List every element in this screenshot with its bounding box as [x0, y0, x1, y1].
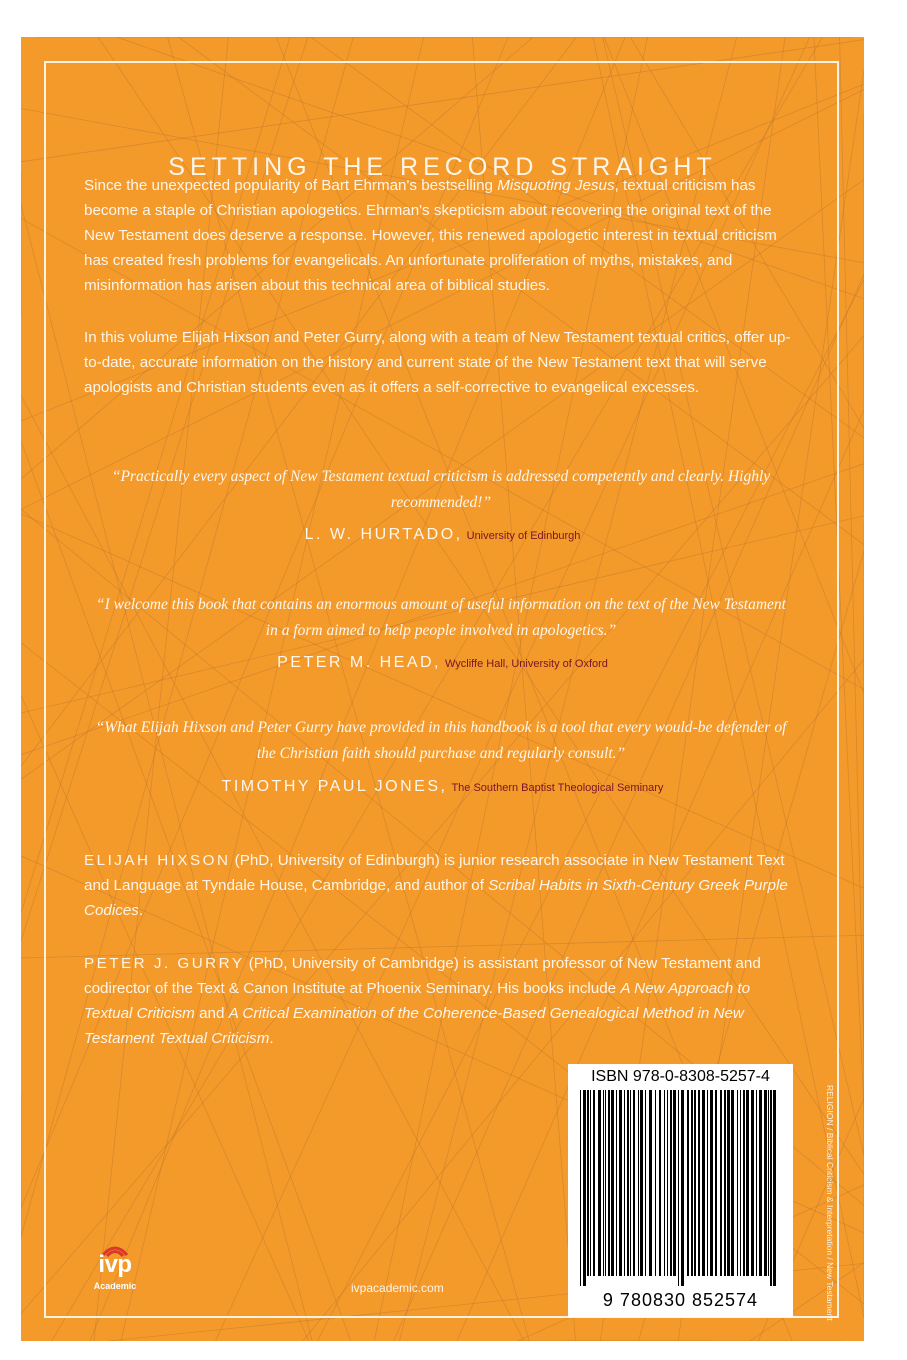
author-bio-hixson: ELIJAH HIXSON (PhD, University of Edinburgh) is junior research associate in New Testament Text and Language at Tyndale House, Cambridge, and author of Scribal Habits in Sixth-Century Greek Purple Codices. — [84, 852, 788, 919]
ivp-academic-logo: ivp Academic — [85, 1237, 145, 1297]
author-bio-gurry: PETER J. GURRY (PhD, University of Cambridge) is assistant professor of New Testament and codirector of the Text & Canon Institute at Phoenix Seminary. His books include A New Approach to Textual Criticism and A Critical Examination of the Coherence-Based Genealogical Method in New Testament Textual Criticism. — [84, 955, 761, 1047]
author-name: ELIJAH HIXSON — [84, 852, 231, 869]
endorsement-quote-2: “I welcome this book that contains an enormous amount of useful information on the text of the New Testament in a form aimed to help people involved in apologetics.” — [96, 596, 786, 639]
endorser-name: L. W. HURTADO, — [304, 526, 463, 543]
endorser-name: PETER M. HEAD, — [277, 654, 441, 671]
author-name: PETER J. GURRY — [84, 955, 245, 972]
headline: SETTING THE RECORD STRAIGHT — [168, 153, 717, 181]
endorsement-quote-3: “What Elijah Hixson and Peter Gurry have provided in this handbook is a tool that every would-be defender of the Christian faith should purchase and regularly consult.” — [95, 719, 787, 762]
description-paragraph-2: In this volume Elijah Hixson and Peter Gurry, along with a team of New Testament textual critics, offer up-to-date, accurate information on the history and current state of the New Testament text that will serve apologists and Christian students even as it offers a self-corrective to evangelical excesses. — [84, 329, 791, 396]
barcode-box — [568, 1064, 793, 1317]
barcode — [576, 1090, 785, 1286]
isbn-number: ISBN 978-0-8308-5257-4 — [591, 1068, 770, 1085]
book-title-misquoting-jesus: Misquoting Jesus — [497, 177, 615, 194]
publisher-website: ivpacademic.com — [351, 1281, 444, 1295]
ean-digits: 9 780830 852574 — [602, 1290, 759, 1310]
endorsement-quote-1: “Practically every aspect of New Testament textual criticism is addressed competently and clearly. Highly recommended!” — [111, 468, 771, 511]
description-paragraph-1: Since the unexpected popularity of Bart Ehrman's bestselling Misquoting Jesus, textual criticism has become a staple of Christian apologetics. Ehrman's skepticism about recovering the original text of the New Testament does deserve a response. However, this renewed apologetic interest in textual criticism has created fresh problems for evangelicals. An unfortunate proliferation of myths, mistakes, and misinformation has arisen about this technical area of biblical studies. — [84, 177, 777, 294]
endorsement-attribution-3 — [21, 778, 864, 796]
back-cover — [21, 37, 864, 1341]
endorsement-attribution-2 — [21, 654, 864, 672]
endorser-affiliation: The Southern Baptist Theological Seminary — [451, 782, 664, 794]
endorser-affiliation: University of Edinburgh — [466, 530, 581, 542]
bisac-category: RELIGION / Biblical Criticism & Interpretation / New Testament — [825, 1085, 835, 1321]
endorser-name: TIMOTHY PAUL JONES, — [221, 778, 448, 795]
endorser-affiliation: Wycliffe Hall, University of Oxford — [445, 658, 608, 670]
endorsement-attribution-1 — [21, 526, 864, 544]
